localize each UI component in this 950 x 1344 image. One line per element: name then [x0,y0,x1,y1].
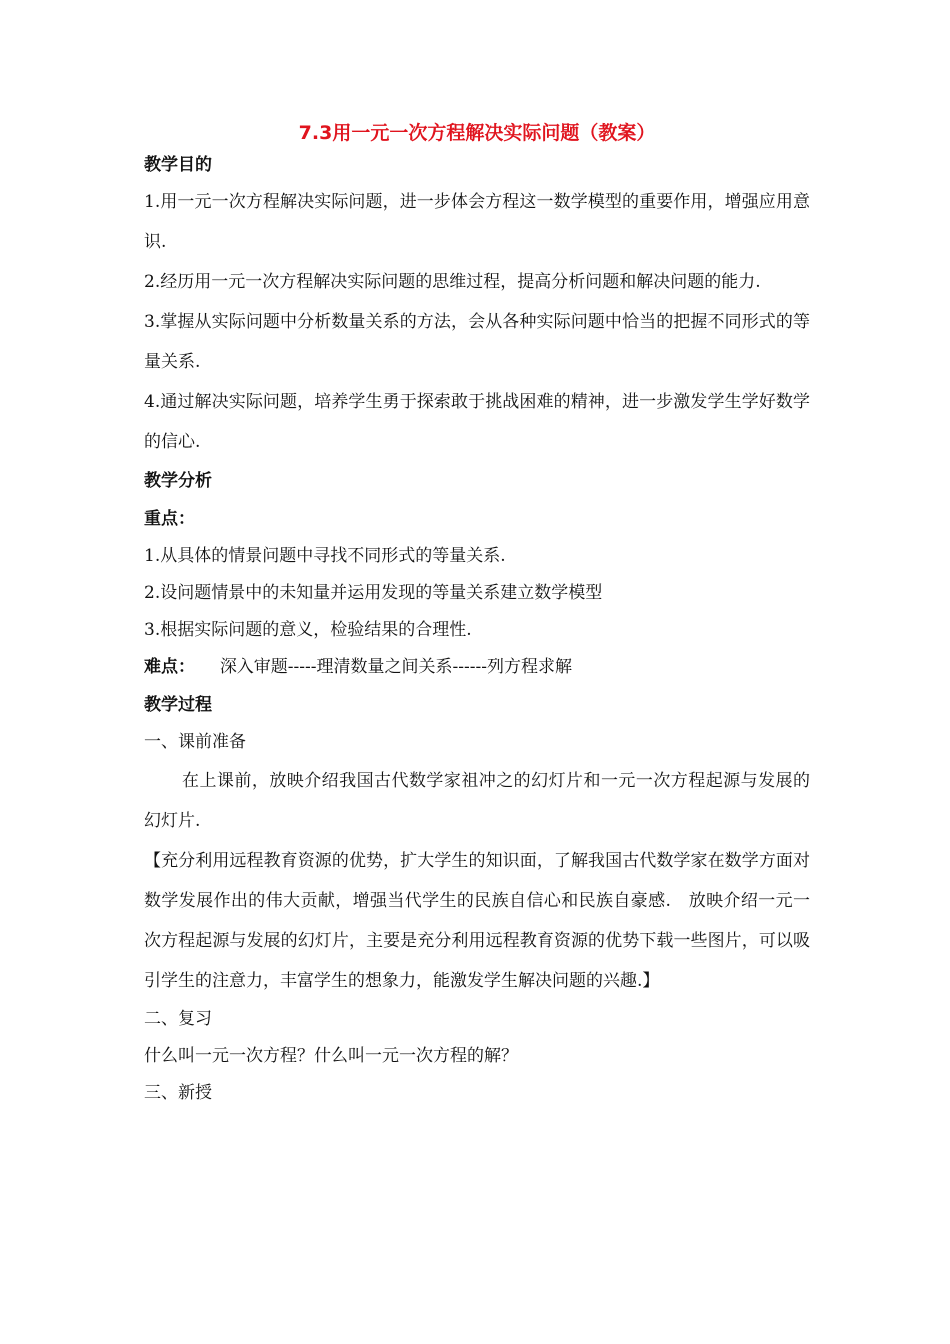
analysis-heading: 教学分析 [144,471,212,491]
objective-2: 2.经历用一元一次方程解决实际问题的思维过程，提高分析问题和解决问题的能力. [144,272,761,292]
document-title: 7.3用一元一次方程解决实际问题（教案） [298,122,656,144]
document-page [144,118,810,1112]
objectives-heading: 教学目的 [144,155,212,175]
key-point-1: 1.从具体的情景问题中寻找不同形式的等量关系. [144,546,506,566]
key-points-label: 重点： [144,509,195,529]
key-point-3: 3.根据实际问题的意义，检验结果的合理性. [144,620,472,640]
step1-heading: 一、课前准备 [144,732,246,752]
step1-note: 【充分利用远程教育资源的优势，扩大学生的知识面，了解我国古代数学家在数学方面对数学发展作出的伟大贡献，增强当代学生的民族自信心和民族自豪感. 放映介绍一元一次方程起源与发展的幻灯片，主要是充分利用远程教育资源的优势下载一些图片，可以吸引学生的注意力，丰富学生的想象力，能激发学生解决问题的兴趣.】 [144,851,810,991]
process-heading: 教学过程 [144,695,212,715]
difficulty-label: 难点： [144,657,195,677]
step2-heading: 二、复习 [144,1009,212,1029]
step2-text: 什么叫一元一次方程？什么叫一元一次方程的解？ [144,1046,518,1066]
objective-1: 1.用一元一次方程解决实际问题，进一步体会方程这一数学模型的重要作用，增强应用意识. [144,192,810,252]
difficulty-row [144,649,810,686]
objective-3: 3.掌握从实际问题中分析数量关系的方法，会从各种实际问题中恰当的把握不同形式的等量关系. [144,312,810,372]
step3-heading: 三、新授 [144,1083,212,1103]
key-point-2: 2.设问题情景中的未知量并运用发现的等量关系建立数学模型 [144,583,603,603]
objective-4: 4.通过解决实际问题，培养学生勇于探索敢于挑战困难的精神，进一步激发学生学好数学的信心. [144,392,810,452]
difficulty-text: 深入审题-----理清数量之间关系------列方程求解 [219,657,572,677]
step1-text: 在上课前，放映介绍我国古代数学家祖冲之的幻灯片和一元一次方程起源与发展的幻灯片. [144,771,810,831]
